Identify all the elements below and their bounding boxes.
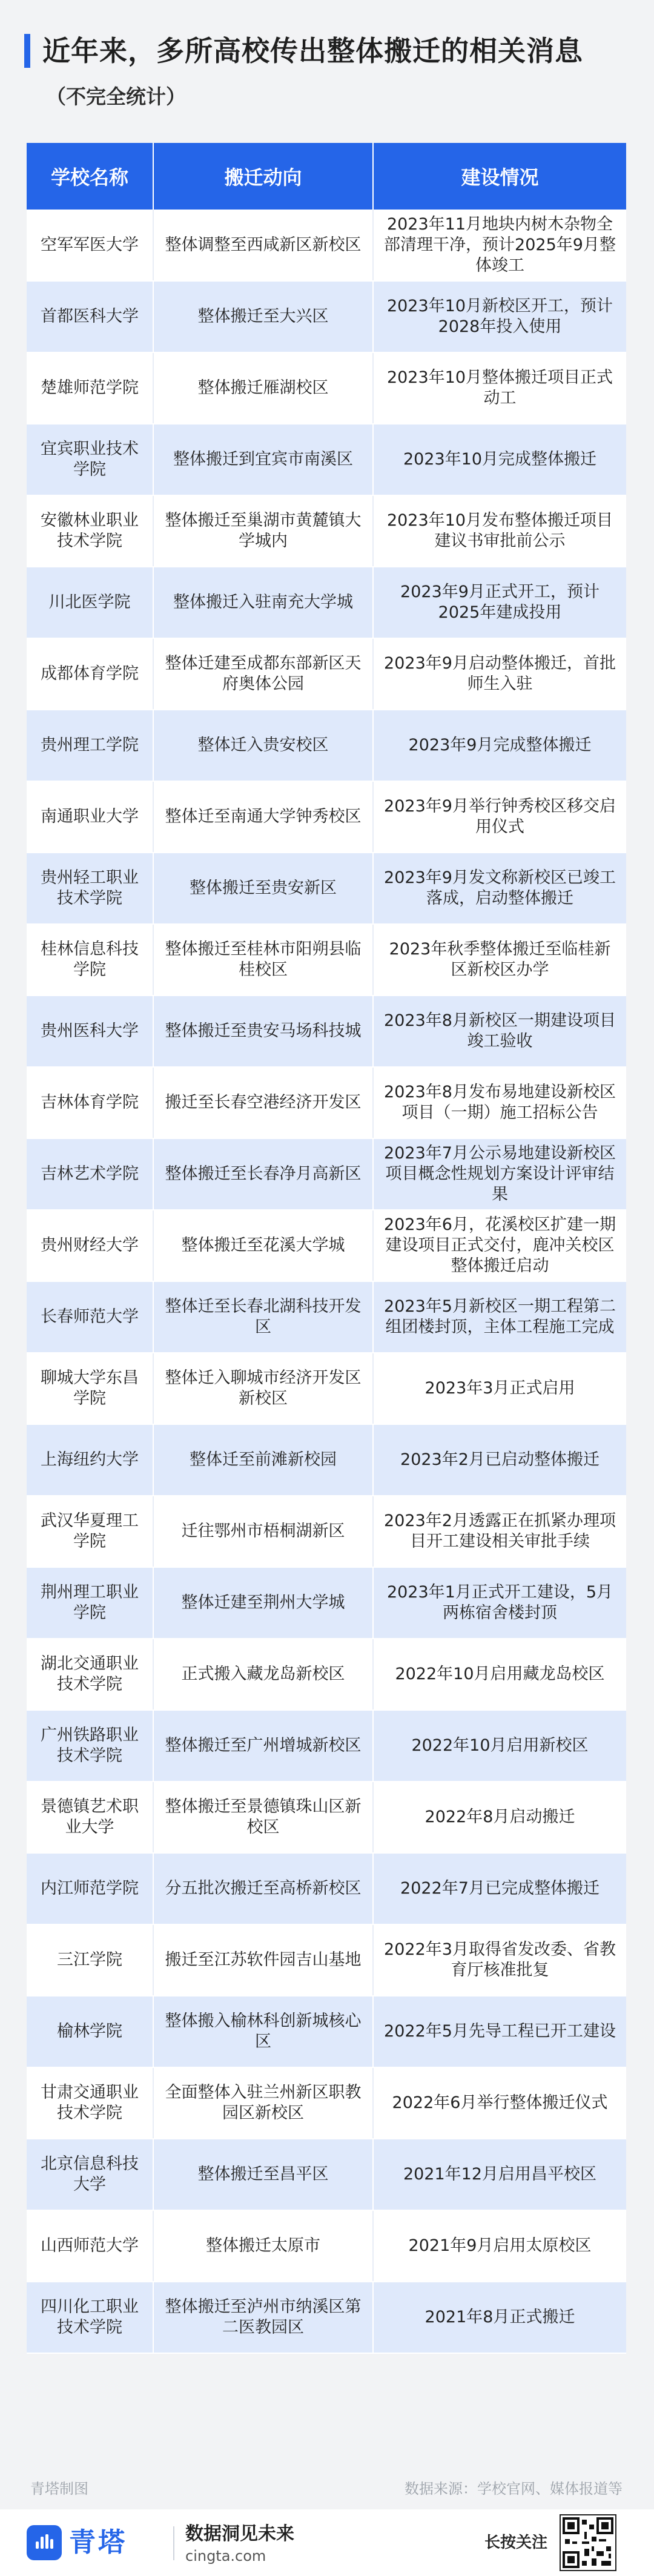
school-name-cell: 贵州理工学院 <box>27 710 153 781</box>
relocation-plan-cell: 搬迁至长春空港经济开发区 <box>153 1067 373 1138</box>
header-school-name: 学校名称 <box>27 143 153 210</box>
relocation-plan-cell: 整体搬迁至长春净月高新区 <box>153 1138 373 1210</box>
table-row <box>27 1853 626 1924</box>
school-name-cell: 聊城大学东昌学院 <box>27 1353 153 1424</box>
relocation-plan-cell: 整体搬迁太原市 <box>153 2210 373 2282</box>
relocation-plan-cell: 整体迁入贵安校区 <box>153 710 373 781</box>
construction-status-cell: 2022年3月取得省发改委、省教育厅核准批复 <box>373 1924 626 1996</box>
school-name-cell: 吉林艺术学院 <box>27 1138 153 1210</box>
construction-status-cell: 2023年5月新校区一期工程第二组团楼封顶，主体工程施工完成 <box>373 1281 626 1353</box>
table-row <box>27 781 626 853</box>
brand-slogan: 数据洞见未来 <box>185 2523 294 2545</box>
relocation-plan-cell: 整体迁建至成都东部新区天府奥体公园 <box>153 638 373 710</box>
construction-status-cell: 2021年12月启用昌平校区 <box>373 2139 626 2210</box>
school-name-cell: 景德镇艺术职业大学 <box>27 1782 153 1853</box>
school-name-cell: 榆林学院 <box>27 1996 153 2067</box>
relocation-plan-cell: 整体迁至南通大学钟秀校区 <box>153 781 373 853</box>
school-name-cell: 广州铁路职业技术学院 <box>27 1710 153 1782</box>
relocation-table <box>27 143 626 2354</box>
construction-status-cell: 2023年1月正式开工建设，5月两栋宿舍楼封顶 <box>373 1567 626 1639</box>
table-row <box>27 2139 626 2210</box>
relocation-plan-cell: 整体搬迁至泸州市纳溪区第二医教园区 <box>153 2282 373 2353</box>
relocation-plan-cell: 全面整体入驻兰州新区职教园区新校区 <box>153 2067 373 2139</box>
school-name-cell: 贵州医科大学 <box>27 996 153 1067</box>
construction-status-cell: 2022年5月先导工程已开工建设 <box>373 1996 626 2067</box>
construction-status-cell: 2023年8月新校区一期建设项目竣工验收 <box>373 996 626 1067</box>
school-name-cell: 空军军医大学 <box>27 210 153 281</box>
construction-status-cell: 2022年6月举行整体搬迁仪式 <box>373 2067 626 2139</box>
table-row <box>27 710 626 781</box>
construction-status-cell: 2021年8月正式搬迁 <box>373 2282 626 2353</box>
construction-status-cell: 2023年9月启动整体搬迁，首批师生入驻 <box>373 638 626 710</box>
relocation-plan-cell: 整体迁入聊城市经济开发区新校区 <box>153 1353 373 1424</box>
school-name-cell: 安徽林业职业技术学院 <box>27 495 153 567</box>
relocation-plan-cell: 整体搬迁至花溪大学城 <box>153 1210 373 1281</box>
construction-status-cell: 2022年8月启动搬迁 <box>373 1782 626 1853</box>
construction-status-cell: 2023年9月正式开工，预计2025年建成投用 <box>373 567 626 638</box>
construction-status-cell: 2023年10月发布整体搬迁项目建议书审批前公示 <box>373 495 626 567</box>
table-row <box>27 638 626 710</box>
school-name-cell: 宜宾职业技术学院 <box>27 424 153 495</box>
table-row <box>27 1567 626 1639</box>
construction-status-cell: 2023年3月正式启用 <box>373 1353 626 1424</box>
school-name-cell: 四川化工职业技术学院 <box>27 2282 153 2353</box>
table-row <box>27 1138 626 1210</box>
school-name-cell: 上海纽约大学 <box>27 1424 153 1496</box>
page-subtitle: （不完全统计） <box>46 85 186 108</box>
construction-status-cell: 2023年9月发文称新校区已竣工落成，启动整体搬迁 <box>373 853 626 924</box>
table-row <box>27 281 626 352</box>
table-row <box>27 495 626 567</box>
school-name-cell: 三江学院 <box>27 1924 153 1996</box>
school-name-cell: 甘肃交通职业技术学院 <box>27 2067 153 2139</box>
school-name-cell: 湖北交通职业技术学院 <box>27 1639 153 1710</box>
construction-status-cell: 2023年9月完成整体搬迁 <box>373 710 626 781</box>
relocation-plan-cell: 整体搬迁至景德镇珠山区新校区 <box>153 1782 373 1853</box>
relocation-plan-cell: 整体搬迁至桂林市阳朔县临桂校区 <box>153 924 373 996</box>
relocation-plan-cell: 整体搬迁入驻南充大学城 <box>153 567 373 638</box>
school-name-cell: 长春师范大学 <box>27 1281 153 1353</box>
header-construction-status: 建设情况 <box>373 143 626 210</box>
relocation-plan-cell: 整体调整至西咸新区新校区 <box>153 210 373 281</box>
school-name-cell: 内江师范学院 <box>27 1853 153 1924</box>
school-name-cell: 武汉华夏理工学院 <box>27 1496 153 1567</box>
table-row <box>27 1424 626 1496</box>
table-row <box>27 2282 626 2353</box>
brand-website[interactable]: cingta.com <box>185 2548 266 2564</box>
relocation-plan-cell: 分五批次搬迁至高桥新校区 <box>153 1853 373 1924</box>
relocation-plan-cell: 整体搬迁到宜宾市南溪区 <box>153 424 373 495</box>
school-name-cell: 贵州财经大学 <box>27 1210 153 1281</box>
table-row <box>27 1353 626 1424</box>
table-row <box>27 1067 626 1138</box>
relocation-plan-cell: 正式搬入藏龙岛新校区 <box>153 1639 373 1710</box>
school-name-cell: 南通职业大学 <box>27 781 153 853</box>
table-row <box>27 1496 626 1567</box>
school-name-cell: 荆州理工职业学院 <box>27 1567 153 1639</box>
construction-status-cell: 2023年10月完成整体搬迁 <box>373 424 626 495</box>
relocation-plan-cell: 整体搬入榆林科创新城核心区 <box>153 1996 373 2067</box>
table-row <box>27 1924 626 1996</box>
brand-logo-icon <box>27 2525 62 2560</box>
school-name-cell: 首都医科大学 <box>27 281 153 352</box>
relocation-plan-cell: 整体搬迁至大兴区 <box>153 281 373 352</box>
table-row <box>27 1710 626 1782</box>
table-row <box>27 424 626 495</box>
school-name-cell: 吉林体育学院 <box>27 1067 153 1138</box>
relocation-plan-cell: 整体搬迁至巢湖市黄麓镇大学城内 <box>153 495 373 567</box>
table-row <box>27 352 626 424</box>
school-name-cell: 山西师范大学 <box>27 2210 153 2282</box>
header-relocation-plan: 搬迁动向 <box>153 143 373 210</box>
page-title: 近年来，多所高校传出整体搬迁的相关消息 <box>42 35 583 67</box>
table-row <box>27 2210 626 2282</box>
table-header-row <box>27 143 626 210</box>
construction-status-cell: 2023年6月，花溪校区扩建一期建设项目正式交付，鹿冲关校区整体搬迁启动 <box>373 1210 626 1281</box>
relocation-plan-cell: 迁往鄂州市梧桐湖新区 <box>153 1496 373 1567</box>
table-row <box>27 996 626 1067</box>
construction-status-cell: 2023年2月已启动整体搬迁 <box>373 1424 626 1496</box>
school-name-cell: 贵州轻工职业技术学院 <box>27 853 153 924</box>
construction-status-cell: 2023年2月透露正在抓紧办理项目开工建设相关审批手续 <box>373 1496 626 1567</box>
school-name-cell: 成都体育学院 <box>27 638 153 710</box>
table-row <box>27 210 626 281</box>
construction-status-cell: 2023年10月新校区开工，预计2028年投入使用 <box>373 281 626 352</box>
qr-code-icon[interactable] <box>560 2514 616 2571</box>
construction-status-cell: 2023年秋季整体搬迁至临桂新区新校区办学 <box>373 924 626 996</box>
relocation-plan-cell: 整体搬迁雁湖校区 <box>153 352 373 424</box>
relocation-plan-cell: 整体搬迁至广州增城新校区 <box>153 1710 373 1782</box>
chart-credit: 青塔制图 <box>30 2480 88 2497</box>
table-row <box>27 1210 626 1281</box>
footer-row <box>27 2477 626 2501</box>
table-row <box>27 1996 626 2067</box>
brand-bar <box>0 2509 654 2576</box>
construction-status-cell: 2023年7月公示易地建设新校区项目概念性规划方案设计评审结果 <box>373 1138 626 1210</box>
construction-status-cell: 2023年11月地块内树木杂物全部清理干净，预计2025年9月整体竣工 <box>373 210 626 281</box>
construction-status-cell: 2022年7月已完成整体搬迁 <box>373 1853 626 1924</box>
table-row <box>27 567 626 638</box>
brand-divider <box>173 2526 174 2560</box>
follow-prompt: 长按关注 <box>484 2534 548 2552</box>
relocation-plan-cell: 整体迁至长春北湖科技开发区 <box>153 1281 373 1353</box>
school-name-cell: 川北医学院 <box>27 567 153 638</box>
relocation-plan-cell: 整体搬迁至昌平区 <box>153 2139 373 2210</box>
table-row <box>27 1281 626 1353</box>
construction-status-cell: 2021年9月启用太原校区 <box>373 2210 626 2282</box>
table-row <box>27 2067 626 2139</box>
table-row <box>27 853 626 924</box>
relocation-plan-cell: 整体搬迁至贵安马场科技城 <box>153 996 373 1067</box>
relocation-plan-cell: 整体迁建至荆州大学城 <box>153 1567 373 1639</box>
relocation-plan-cell: 整体迁至前滩新校园 <box>153 1424 373 1496</box>
school-name-cell: 北京信息科技大学 <box>27 2139 153 2210</box>
relocation-plan-cell: 搬迁至江苏软件园吉山基地 <box>153 1924 373 1996</box>
school-name-cell: 楚雄师范学院 <box>27 352 153 424</box>
construction-status-cell: 2023年10月整体搬迁项目正式动工 <box>373 352 626 424</box>
data-source: 数据来源：学校官网、媒体报道等 <box>405 2480 623 2497</box>
header <box>0 0 654 145</box>
brand-name: 青塔 <box>69 2527 127 2558</box>
construction-status-cell: 2022年10月启用藏龙岛校区 <box>373 1639 626 1710</box>
table-row <box>27 924 626 996</box>
title-accent-bar <box>24 34 30 68</box>
construction-status-cell: 2023年8月发布易地建设新校区项目（一期）施工招标公告 <box>373 1067 626 1138</box>
school-name-cell: 桂林信息科技学院 <box>27 924 153 996</box>
construction-status-cell: 2022年10月启用新校区 <box>373 1710 626 1782</box>
table-row <box>27 1639 626 1710</box>
construction-status-cell: 2023年9月举行钟秀校区移交启用仪式 <box>373 781 626 853</box>
relocation-plan-cell: 整体搬迁至贵安新区 <box>153 853 373 924</box>
table-row <box>27 1782 626 1853</box>
